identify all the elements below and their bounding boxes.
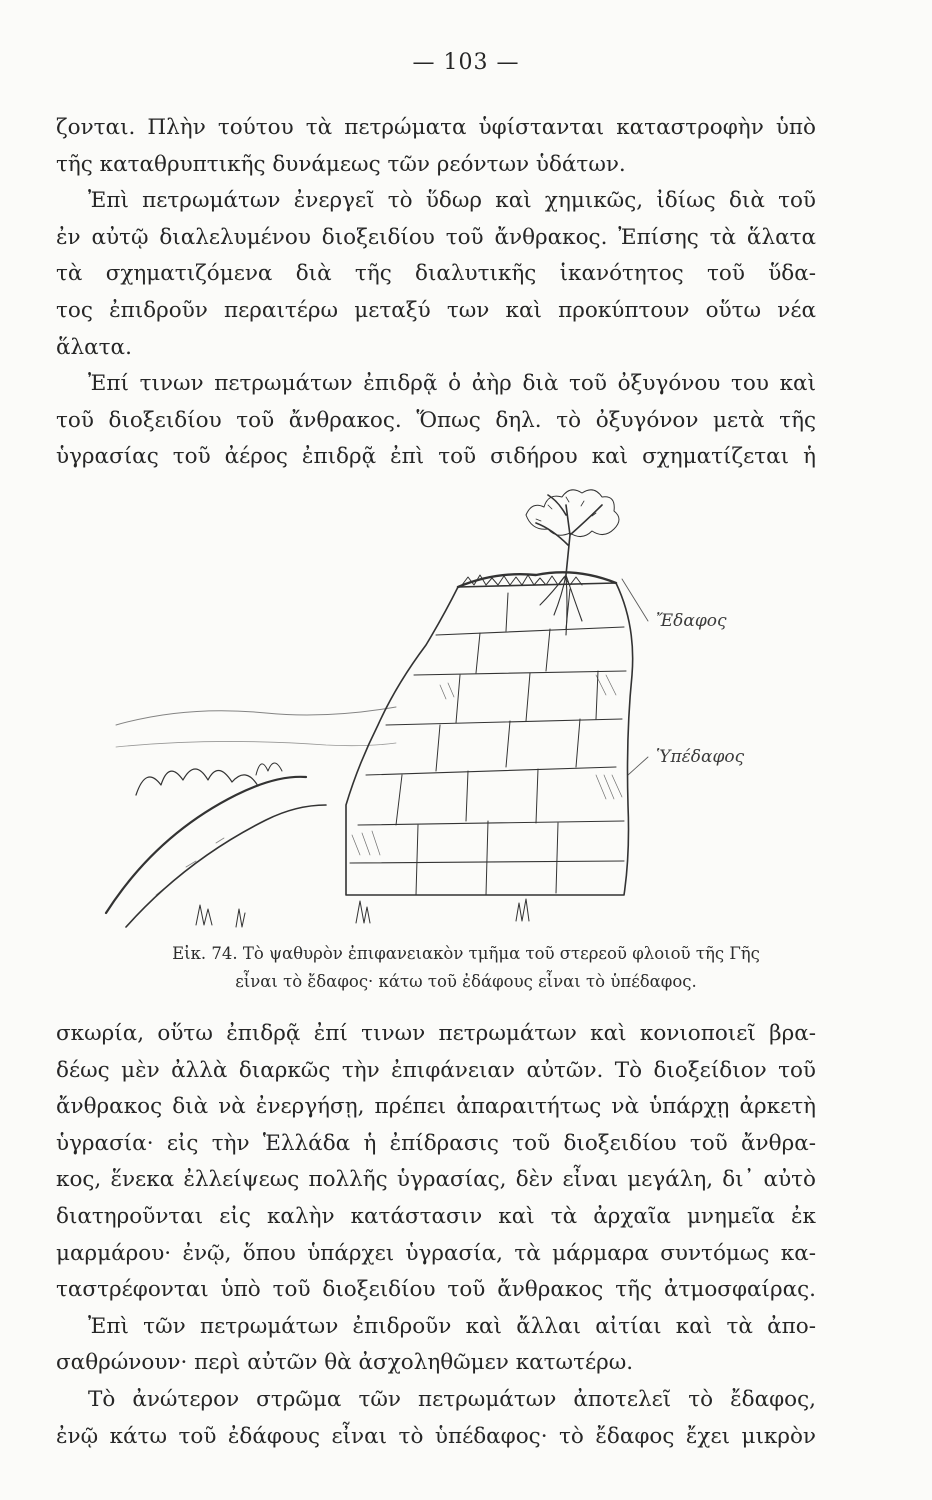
text-line: ἐνῷ κάτω τοῦ ἐδάφους εἶναι τὸ ὑπέδαφος· τὸ ἔδαφος ἔχει μικρὸν	[56, 1423, 816, 1449]
text-line: ὑγρασίας τοῦ ἀέρος ἐπιδρᾷ ἐπὶ τοῦ σιδήρου καὶ σχηματίζεται ἡ	[56, 444, 816, 470]
text-line: ἅλατα.	[56, 334, 132, 360]
figure-caption-line2: εἶναι τὸ ἔδαφος· κάτω τοῦ ἐδάφους εἶναι τὸ ὑπέδαφος.	[235, 972, 697, 991]
text-line: ἐν αὐτῷ διαλελυμένου διοξειδίου τοῦ ἄνθρακος. Ἐπίσης τὰ ἅλατα	[56, 224, 816, 250]
subsoil-label: Ὑπέδαφος	[656, 747, 745, 767]
top-paragraphs	[56, 110, 816, 476]
soil-label: Ἔδαφος	[656, 611, 727, 631]
text-line: μαρμάρου· ἐνῷ, ὅπου ὑπάρχει ὑγρασία, τὰ μάρμαρα συντόμως κα-	[56, 1240, 816, 1266]
text-line: δέως μὲν ἀλλὰ διαρκῶς τὴν ἐπιφάνειαν αὐτῶν. Τὸ διοξείδιον τοῦ	[56, 1057, 816, 1083]
figure-caption-line1: Εἰκ. 74. Τὸ ψαθυρὸν ἐπιφανειακὸν τμῆμα τοῦ στερεοῦ φλοιοῦ τῆς Γῆς	[172, 944, 760, 963]
text-line: τος ἐπιδροῦν περαιτέρω μεταξύ των καὶ προκύπτουν οὕτω νέα	[56, 297, 816, 323]
text-line: ζονται. Πλὴν τούτου τὰ πετρώματα ὑφίστανται καταστροφὴν ὑπὸ	[56, 115, 816, 140]
text-line: διατηροῦνται εἰς καλὴν κατάστασιν καὶ τὰ ἀρχαῖα μνημεῖα ἐκ	[56, 1203, 816, 1229]
text-line: σαθρώνουν· περὶ αὐτῶν θὰ ἀσχοληθῶμεν κατωτέρω.	[56, 1350, 634, 1376]
text-line: σκωρία, οὕτω ἐπιδρᾷ ἐπί τινων πετρωμάτων καὶ κονιοποιεῖ βρα-	[56, 1021, 816, 1046]
bottom-paragraphs	[56, 1016, 816, 1455]
text-line: τοῦ διοξειδίου τοῦ ἄνθρακος. Ὅπως δηλ. τὸ ὀξυγόνον μετὰ τῆς	[56, 407, 816, 433]
figure-illustration	[96, 475, 832, 935]
text-line: Τὸ ἀνώτερον στρῶμα τῶν πετρωμάτων ἀποτελεῖ τὸ ἔδαφος,	[88, 1386, 816, 1412]
text-line: Ἐπὶ τῶν πετρωμάτων ἐπιδροῦν καὶ ἄλλαι αἰτίαι καὶ τὰ ἀπο-	[88, 1313, 816, 1339]
text-line: τῆς καταθρυπτικῆς δυνάμεως τῶν ρεόντων ὑδάτων.	[56, 151, 626, 177]
text-line: κος, ἕνεκα ἐλλείψεως πολλῆς ὑγρασίας, δὲν εἶναι μεγάλη, δι᾽ αὐτὸ	[56, 1167, 816, 1193]
soil-subsoil-drawing	[96, 475, 832, 935]
text-line: ἄνθρακος διὰ νὰ ἐνεργήσῃ, πρέπει ἀπαραιτήτως νὰ ὑπάρχῃ ἀρκετὴ	[56, 1094, 816, 1120]
page-number: — 103 —	[412, 50, 520, 75]
text-line: ὑγρασία· εἰς τὴν Ἑλλάδα ἡ ἐπίδρασις τοῦ διοξειδίου τοῦ ἄνθρα-	[56, 1130, 816, 1156]
text-line: τὰ σχηματιζόμενα διὰ τῆς διαλυτικῆς ἱκανότητος τοῦ ὕδα-	[56, 261, 816, 287]
text-line: Ἐπὶ πετρωμάτων ἐνεργεῖ τὸ ὕδωρ καὶ χημικῶς, ἰδίως διὰ τοῦ	[88, 188, 816, 214]
text-line: Ἐπί τινων πετρωμάτων ἐπιδρᾷ ὁ ἀὴρ διὰ τοῦ ὀξυγόνου του καὶ	[88, 371, 816, 397]
text-line: ταστρέφονται ὑπὸ τοῦ διοξειδίου τοῦ ἄνθρακος τῆς ἀτμοσφαίρας.	[56, 1277, 816, 1303]
